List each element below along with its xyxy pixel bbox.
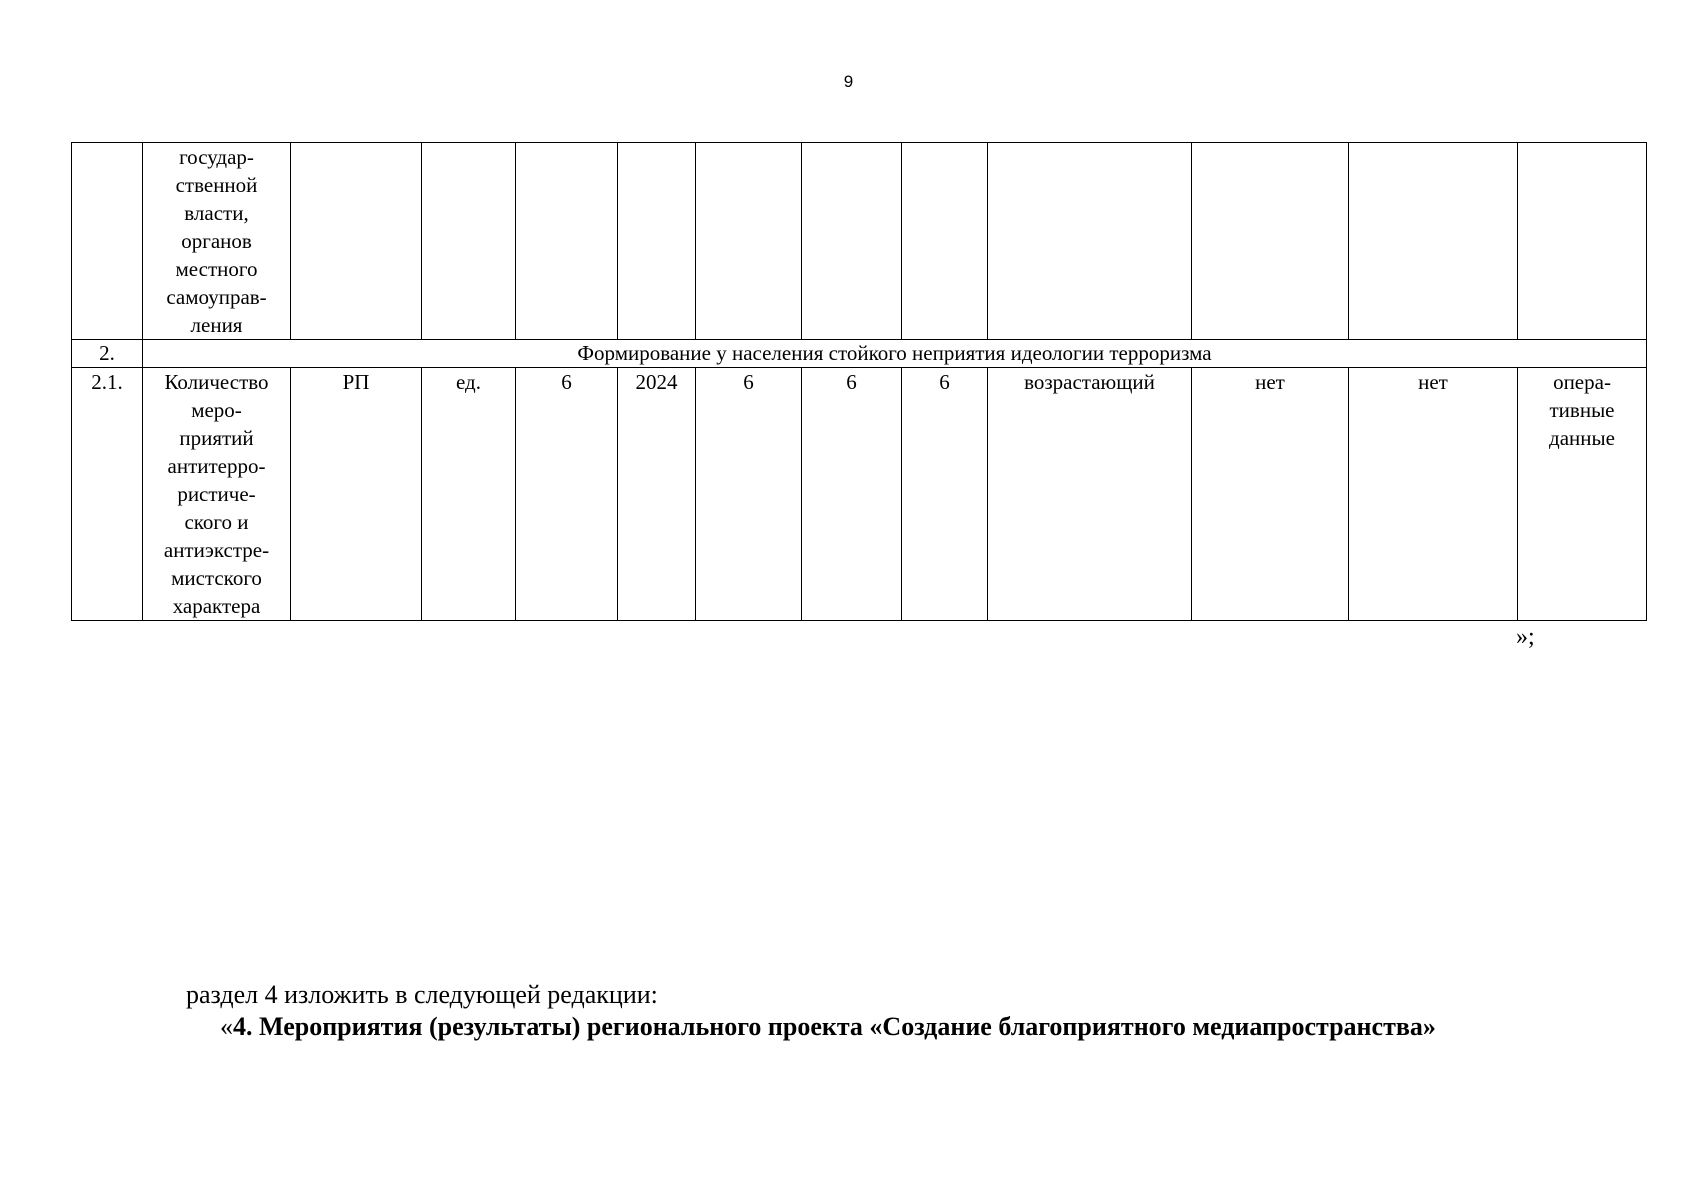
cell-col-b: нет — [1349, 368, 1518, 621]
cell-source: опера- тивные данные — [1518, 368, 1647, 621]
cell-empty — [1192, 143, 1349, 340]
table-row-section — [72, 340, 1647, 368]
section-number: 2. — [72, 340, 143, 368]
cell-dynamics: возрастающий — [988, 368, 1192, 621]
heading-open-quote: « — [220, 1012, 233, 1041]
cell-empty — [422, 143, 516, 340]
cell-value-1: 6 — [696, 368, 802, 621]
cell-indicator-name: Количество меро- приятий антитерро- ристиче- ского и антиэкстре- мистского характера — [143, 368, 291, 621]
cell-number — [72, 143, 143, 340]
cell-col-a: нет — [1192, 368, 1349, 621]
cell-empty — [291, 143, 422, 340]
cell-empty — [1518, 143, 1647, 340]
cell-value-2: 6 — [802, 368, 902, 621]
section-heading — [220, 1012, 1436, 1042]
cell-empty — [902, 143, 988, 340]
indicators-table — [71, 142, 1647, 621]
cell-unit: ед. — [422, 368, 516, 621]
cell-indicator-name: государ- ственной власти, органов местного самоуправ- ления — [143, 143, 291, 340]
cell-empty — [618, 143, 696, 340]
closing-quote: »; — [1516, 624, 1535, 650]
heading-text: 4. Мероприятия (результаты) регионального проекта «Создание благоприятного медиапространства» — [233, 1012, 1436, 1041]
cell-base-year: 2024 — [618, 368, 696, 621]
cell-empty — [696, 143, 802, 340]
cell-empty — [1349, 143, 1518, 340]
cell-level: РП — [291, 368, 422, 621]
cell-empty — [802, 143, 902, 340]
cell-number: 2.1. — [72, 368, 143, 621]
cell-base-value: 6 — [516, 368, 618, 621]
table-row — [72, 368, 1647, 621]
section-title: Формирование у населения стойкого неприятия идеологии терроризма — [143, 340, 1647, 368]
cell-value-3: 6 — [902, 368, 988, 621]
cell-empty — [516, 143, 618, 340]
instruction-text: раздел 4 изложить в следующей редакции: — [186, 980, 658, 1009]
cell-empty — [988, 143, 1192, 340]
page-number: 9 — [843, 72, 854, 91]
table-row-continuation — [72, 143, 1647, 340]
